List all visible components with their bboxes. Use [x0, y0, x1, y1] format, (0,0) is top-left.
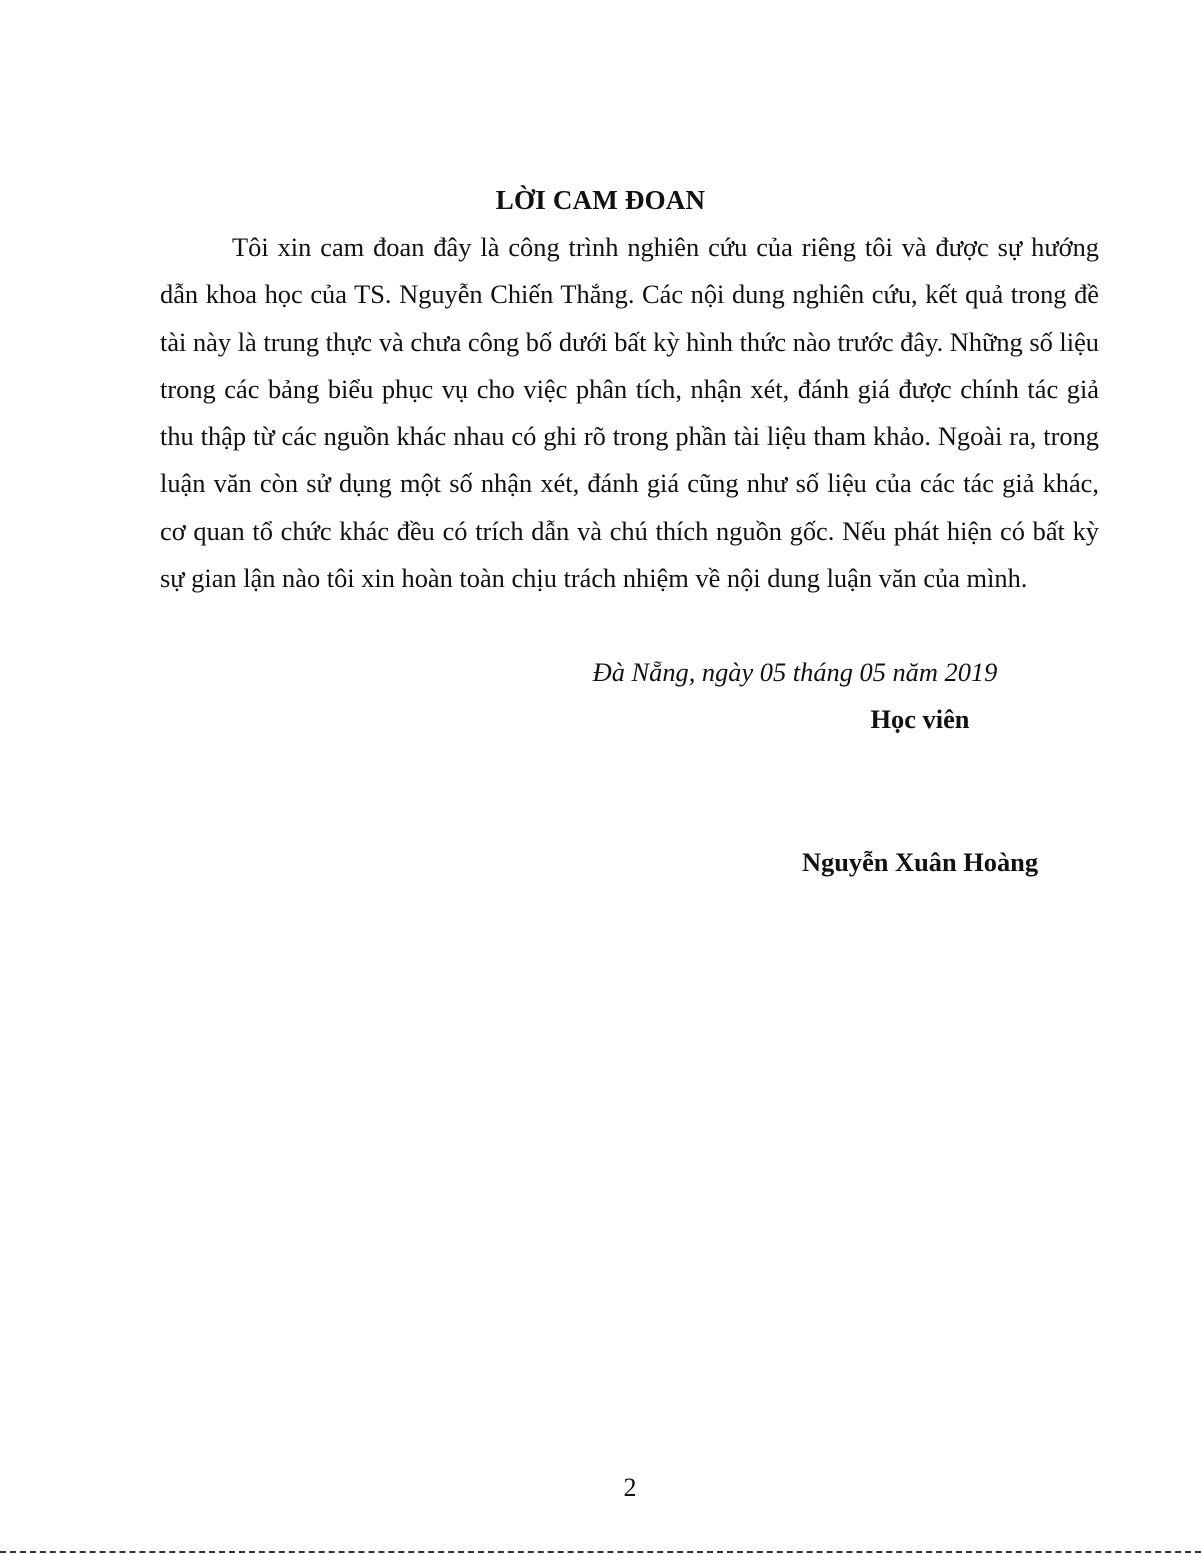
- declaration-paragraph: Tôi xin cam đoan đây là công trình nghiên cứu của riêng tôi và được sự hướng dẫn khoa học của TS. Nguyễn Chiến Thắng. Các nội dung nghiên cứu, kết quả trong đề tài này là trung thực và chưa công bố dưới bất kỳ hình thức nào trước đây. Những số liệu trong các bảng biểu phục vụ cho việc phân tích, nhận xét, đánh giá được chính tác giả thu thập từ các nguồn khác nhau có ghi rõ trong phần tài liệu tham khảo. Ngoài ra, trong luận văn còn sử dụng một số nhận xét, đánh giá cũng như số liệu của các tác giả khác, cơ quan tổ chức khác đều có trích dẫn và chú thích nguồn gốc. Nếu phát hiện có bất kỳ sự gian lận nào tôi xin hoàn toàn chịu trách nhiệm về nội dung luận văn của mình.: [160, 232, 1099, 594]
- page-title: LỜI CAM ĐOAN: [495, 185, 706, 215]
- signer-role: Học viên: [870, 704, 970, 734]
- page-number: 2: [623, 1473, 637, 1502]
- page-bottom-divider: [0, 1551, 1201, 1553]
- signer-name: Nguyễn Xuân Hoàng: [801, 847, 1039, 877]
- place-date-line: Đà Nẵng, ngày 05 tháng 05 năm 2019: [592, 657, 998, 687]
